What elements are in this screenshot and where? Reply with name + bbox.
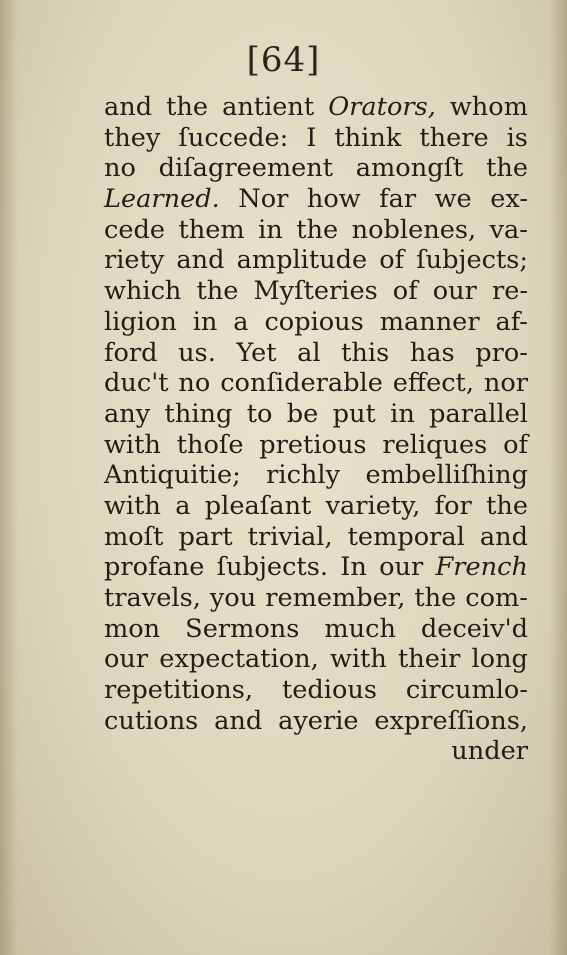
- word: thoſe: [176, 429, 244, 460]
- word: richly: [266, 460, 341, 491]
- word: is: [506, 122, 528, 153]
- word: Learned.: [104, 184, 220, 215]
- word: moſt: [104, 521, 164, 552]
- word: Orators,: [328, 92, 436, 122]
- word: antient: [222, 92, 315, 122]
- word: and: [214, 705, 263, 736]
- text-line: [104, 491, 528, 522]
- catchword-line: [104, 736, 528, 767]
- word: has: [409, 337, 455, 368]
- word: Yet: [236, 337, 277, 368]
- text-line: [104, 399, 528, 430]
- word: and: [176, 245, 225, 276]
- text-line: [104, 245, 528, 276]
- word: there: [419, 122, 489, 153]
- word: Nor: [238, 184, 289, 215]
- text-line: [104, 583, 528, 614]
- word: Sermons: [185, 613, 300, 644]
- text-line: [104, 153, 528, 184]
- word: any: [104, 398, 151, 429]
- word: in: [258, 214, 283, 245]
- word: thing: [164, 398, 233, 429]
- word: ford: [104, 337, 158, 368]
- word: ex-: [490, 184, 528, 215]
- word: riety: [104, 245, 165, 276]
- word: ſuccede:: [178, 122, 289, 153]
- word: be: [286, 398, 319, 429]
- word: trivial,: [247, 521, 333, 552]
- word: long: [471, 644, 528, 675]
- word: the: [486, 153, 528, 184]
- word: remember,: [265, 583, 406, 613]
- word: they: [104, 122, 161, 153]
- word: amplitude: [236, 245, 368, 276]
- word: this: [341, 337, 390, 368]
- word: Antiquitie;: [104, 460, 241, 491]
- word: you: [209, 583, 257, 613]
- word: a: [233, 306, 249, 337]
- word: noblenes,: [351, 214, 477, 245]
- word: with: [329, 644, 387, 675]
- word: part: [178, 521, 233, 552]
- text-line: [104, 276, 528, 307]
- word: with: [104, 490, 161, 521]
- word: travels,: [104, 583, 201, 613]
- text-line: [104, 552, 528, 583]
- word: think: [334, 122, 402, 153]
- word: how: [306, 184, 361, 215]
- word: ayerie: [278, 705, 359, 736]
- word: pretious: [259, 429, 367, 460]
- word: of: [503, 429, 528, 460]
- word: pro-: [475, 337, 528, 368]
- text-line: [104, 614, 528, 645]
- word: the: [296, 214, 339, 245]
- word: to: [246, 398, 273, 429]
- word: conſiderable: [220, 368, 383, 399]
- page-number: [64]: [246, 40, 321, 80]
- word: much: [324, 613, 396, 644]
- word: far: [379, 184, 417, 215]
- word: our: [432, 276, 477, 307]
- word: ligion: [104, 306, 177, 337]
- word: ſubjects;: [416, 245, 528, 276]
- word: them: [178, 214, 245, 245]
- word: circumlo-: [405, 675, 528, 706]
- word: I: [306, 122, 317, 153]
- word: no: [104, 153, 136, 184]
- word: we: [434, 184, 472, 215]
- word: com-: [465, 583, 528, 613]
- text-line: [104, 675, 528, 706]
- word: pleaſant: [204, 490, 312, 521]
- word: diſagreement: [158, 153, 334, 184]
- word: with: [104, 429, 161, 460]
- word: embelliſhing: [365, 460, 528, 491]
- word: put: [332, 398, 376, 429]
- word: Myſteries: [253, 276, 378, 307]
- word: the: [486, 490, 528, 521]
- word: our: [379, 552, 424, 583]
- word: French: [435, 552, 528, 583]
- word: and: [479, 521, 528, 552]
- word: a: [175, 490, 191, 521]
- left-edge-shadow: [0, 0, 18, 955]
- word: af-: [495, 306, 528, 337]
- word: profane: [104, 552, 205, 583]
- word: the: [414, 583, 457, 613]
- word: deceiv'd: [420, 613, 528, 644]
- word: which: [104, 276, 182, 307]
- text-line: [104, 522, 528, 553]
- text-line: [104, 460, 528, 491]
- text-line: [104, 215, 528, 246]
- word: duc't: [104, 368, 169, 399]
- word: the: [196, 276, 239, 307]
- text-line: [104, 123, 528, 154]
- word: cede: [104, 214, 166, 245]
- word: effect,: [392, 368, 474, 399]
- word: mon: [104, 613, 161, 644]
- body-text: [104, 92, 528, 767]
- word: in: [192, 306, 218, 337]
- word: va-: [489, 214, 528, 245]
- right-edge-shadow: [549, 0, 567, 955]
- word: amongſt: [355, 153, 464, 184]
- word: re-: [491, 276, 528, 307]
- word: no: [178, 368, 211, 399]
- word: and: [104, 92, 153, 122]
- word: our: [104, 644, 149, 675]
- word: their: [397, 644, 461, 675]
- catchword: under: [451, 736, 528, 767]
- text-line: [104, 706, 528, 737]
- word: repetitions,: [104, 675, 254, 706]
- word: whom: [449, 92, 528, 122]
- word: tedious: [281, 675, 377, 706]
- word: manner: [379, 306, 480, 337]
- word: of: [392, 276, 418, 307]
- word: expectation,: [159, 644, 319, 675]
- word: expreſſions,: [374, 705, 528, 736]
- text-line: [104, 184, 528, 215]
- word: ſubjects.: [216, 552, 328, 583]
- word: cutions: [104, 705, 199, 736]
- word: al: [297, 337, 321, 368]
- text-line: [104, 430, 528, 461]
- word: in: [390, 398, 415, 429]
- text-line: [104, 338, 528, 369]
- text-line: [104, 92, 528, 123]
- word: of: [379, 245, 405, 276]
- word: reliques: [382, 429, 488, 460]
- word: variety,: [325, 490, 421, 521]
- word: parallel: [429, 398, 528, 429]
- word: nor: [483, 368, 528, 399]
- text-line: [104, 644, 528, 675]
- text-line: [104, 307, 528, 338]
- text-line: [104, 368, 528, 399]
- word: In: [340, 552, 367, 583]
- word: for: [434, 490, 472, 521]
- word: copious: [264, 306, 364, 337]
- word: us.: [178, 337, 216, 368]
- word: the: [166, 92, 209, 122]
- word: temporal: [347, 521, 465, 552]
